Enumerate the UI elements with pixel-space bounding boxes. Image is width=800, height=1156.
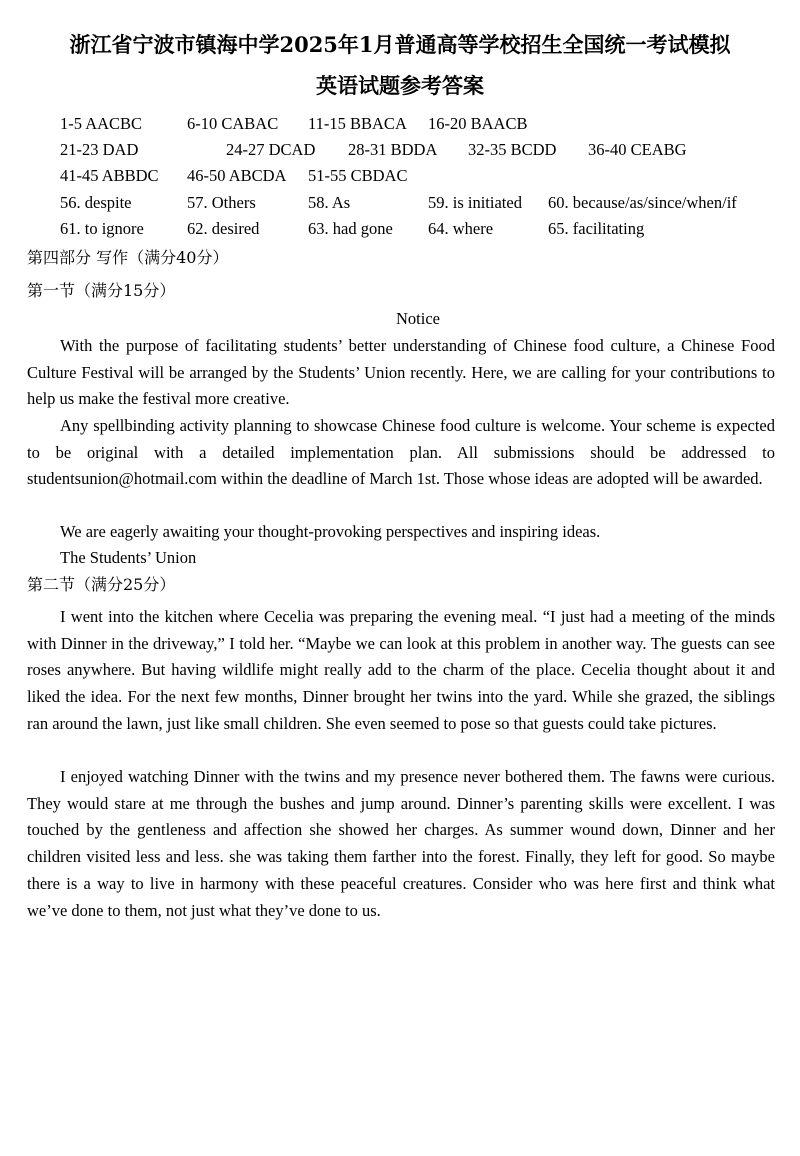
page-title: 浙江省宁波市镇海中学2025年1月普通高等学校招生全国统一考试模拟 <box>69 32 731 57</box>
answer-group: 1-5 AACBC <box>60 114 143 133</box>
page-subtitle: 英语试题参考答案 <box>316 73 484 98</box>
notice-paragraph: With the purpose of facilitating students’ better understanding of Chinese food culture, a Chinese Food Culture Festival will be arranged by the Students’ Union recently. Here, we are calling for your contributions to help us make the festival more creative. <box>27 336 775 409</box>
part-heading: 第四部分 写作（满分40分） <box>27 248 229 267</box>
story-paragraph: I enjoyed watching Dinner with the twins and my presence never bothered them. The fawns were curious. They would stare at me through the bushes and jump around. Dinner’s parenting skills were excellent. I was touched by the gentleness and affection she showed her charges. As summer wound down, Dinner and her children visited less and less. she was taking them farther into the forest. Finally, they left for good. So maybe there is a way to live in harmony with these peaceful creatures. Consider who was here first and think what we’ve done to them, not just what they’ve done to us. <box>27 767 775 920</box>
notice-paragraph: Any spellbinding activity planning to showcase Chinese food culture is welcome. Your scheme is expected to be original with a detailed implementation plan. All submissions should be addressed to studentsunion@hotmail.com within the deadline of March 1st. Those whose ideas are adopted will be awarded. <box>27 416 775 489</box>
story-paragraph: I went into the kitchen where Cecelia was preparing the evening meal. “I just had a meeting of the minds with Dinner in the driveway,” I told her. “Maybe we can look at this problem in another way. The guests can see roses anywhere. But having wildlife might really add to the charm of the place. Cecelia thought about it and liked the idea. For the next few months, Dinner brought her twins into the yard. While she grazed, the siblings ran around the lawn, just like small children. She even seemed to pose so that guests could take pictures. <box>27 607 775 733</box>
notice-title: Notice <box>396 309 440 328</box>
answer-row-3 <box>0 164 800 188</box>
answer-item: 62. desired <box>187 219 260 238</box>
answer-group: 36-40 CEABG <box>588 140 687 159</box>
section-1-heading: 第一节（满分15分） <box>27 281 176 300</box>
answer-group: 32-35 BCDD <box>468 140 557 159</box>
section-2-heading: 第二节（满分25分） <box>27 575 176 594</box>
answer-group: 11-15 BBACA <box>308 114 407 133</box>
answer-item: 63. had gone <box>308 219 393 238</box>
answer-row-5 <box>0 217 800 241</box>
answer-row-2 <box>0 138 800 162</box>
answer-group: 16-20 BAACB <box>428 114 528 133</box>
answer-group: 21-23 DAD <box>60 140 139 159</box>
notice-paragraph: We are eagerly awaiting your thought-provoking perspectives and inspiring ideas. <box>60 522 601 541</box>
answer-row-1 <box>0 112 800 136</box>
answer-group: 28-31 BDDA <box>348 140 438 159</box>
notice-signature: The Students’ Union <box>60 548 197 567</box>
answer-group: 46-50 ABCDA <box>187 166 287 185</box>
answer-group: 24-27 DCAD <box>226 140 316 159</box>
answer-item: 57. Others <box>187 193 256 212</box>
answer-group: 51-55 CBDAC <box>308 166 408 185</box>
answer-group: 41-45 ABBDC <box>60 166 159 185</box>
answer-item: 65. facilitating <box>548 219 645 238</box>
answer-item: 56. despite <box>60 193 132 212</box>
answer-item: 59. is initiated <box>428 193 522 212</box>
answer-item: 58. As <box>308 193 351 212</box>
answer-row-4 <box>0 191 800 215</box>
answer-item: 61. to ignore <box>60 219 144 238</box>
answer-item: 64. where <box>428 219 494 238</box>
answer-item: 60. because/as/since/when/if <box>548 193 737 212</box>
answer-group: 6-10 CABAC <box>187 114 279 133</box>
